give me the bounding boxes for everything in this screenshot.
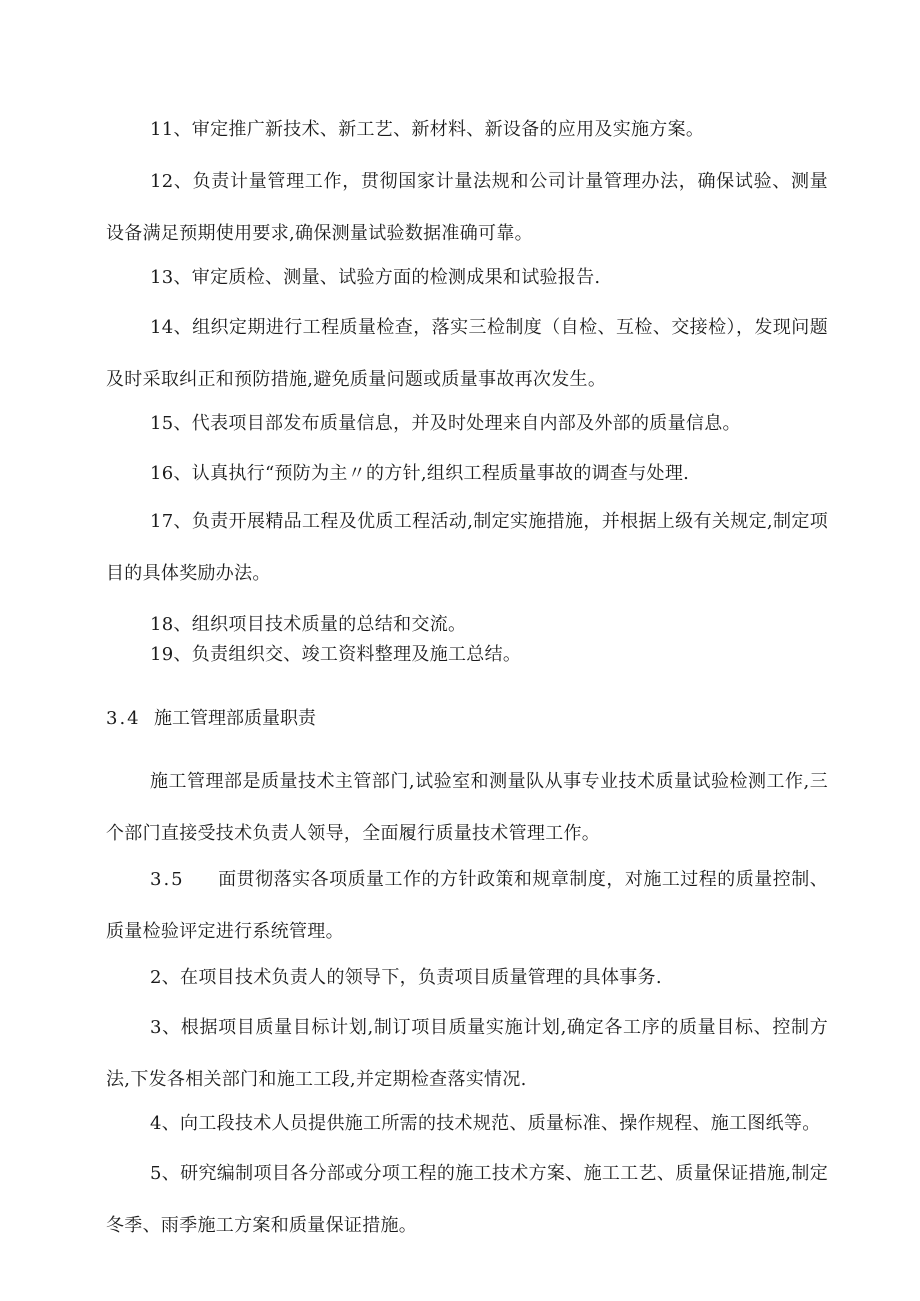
section-3-5 — [106, 854, 828, 958]
section-3-4-body: 施工管理部是质量技术主管部门,试验室和测量队从事专业技术质量试验检测工作,三个部门直接受技术负责人领导，全面履行质量技术管理工作。 — [106, 771, 828, 844]
item-13: 13、审定质检、测量、试验方面的检测成果和试验报告. — [150, 267, 601, 288]
duty-4: 4、向工段技术人员提供施工所需的技术规范、质量标准、操作规程、施工图纸等。 — [150, 1113, 821, 1134]
item-16: 16、认真执行“预防为主〃的方针,组织工程质量事故的调查与处理. — [150, 463, 690, 484]
section-number: 3.5 — [150, 869, 185, 890]
section-heading-3-4 — [106, 704, 316, 734]
item-11: 11、审定推广新技术、新工艺、新材料、新设备的应用及实施方案。 — [150, 119, 705, 140]
section-title: 施工管理部质量职责 — [154, 708, 316, 729]
duty-2: 2、在项目技术负责人的领导下，负责项目质量管理的具体事务. — [150, 967, 662, 988]
item-12: 12、负责计量管理工作，贯彻国家计量法规和公司计量管理办法，确保试验、测量设备满足预期使用要求,确保测量试验数据准确可靠。 — [106, 171, 828, 244]
duty-3: 3、根据项目质量目标计划,制订项目质量实施计划,确定各工序的质量目标、控制方法,下发各相关部门和施工工段,并定期检查落实情况. — [106, 1017, 828, 1090]
item-17: 17、负责开展精品工程及优质工程活动,制定实施措施，并根据上级有关规定,制定项目的具体奖励办法。 — [106, 511, 828, 584]
item-15: 15、代表项目部发布质量信息，并及时处理来自内部及外部的质量信息。 — [150, 413, 741, 434]
item-14: 14、组织定期进行工程质量检查，落实三检制度（自检、互检、交接检），发现问题及时采取纠正和预防措施,避免质量问题或质量事故再次发生。 — [106, 317, 828, 390]
section-3-5-text: 面贯彻落实各项质量工作的方针政策和规章制度，对施工过程的质量控制、质量检验评定进行系统管理。 — [106, 869, 828, 942]
duty-5: 5、研究编制项目各分部或分项工程的施工技术方案、施工工艺、质量保证措施,制定冬季、雨季施工方案和质量保证措施。 — [106, 1163, 828, 1236]
item-18: 18、组织项目技术质量的总结和交流。 — [150, 614, 467, 635]
item-19: 19、负责组织交、竣工资料整理及施工总结。 — [150, 644, 522, 665]
section-number: 3.4 — [106, 708, 141, 729]
